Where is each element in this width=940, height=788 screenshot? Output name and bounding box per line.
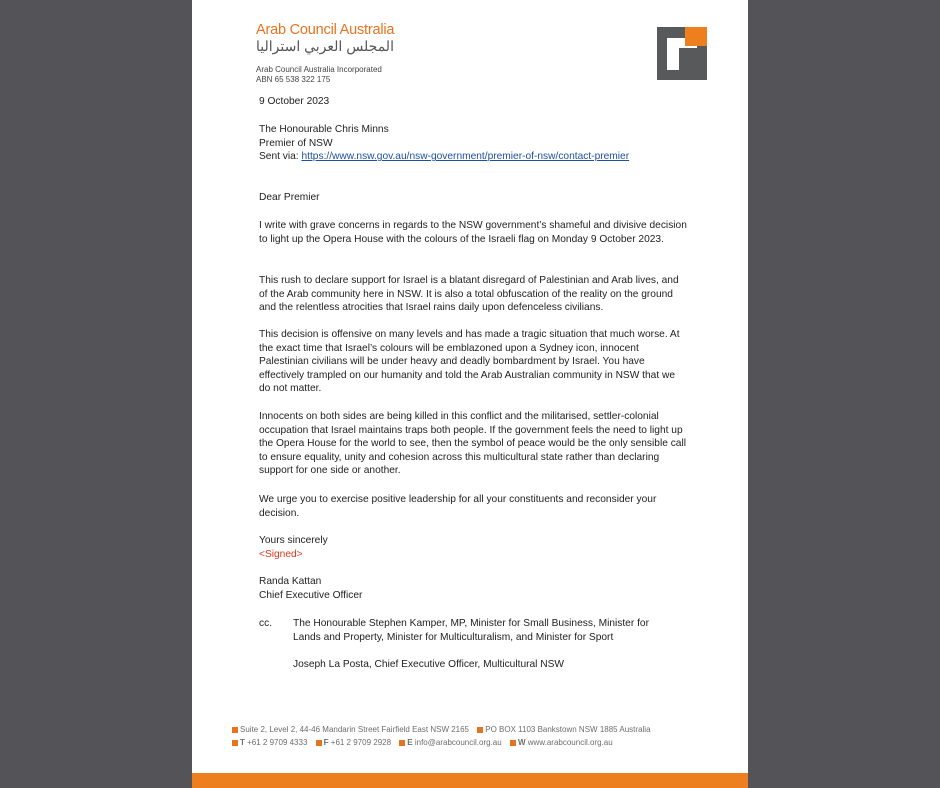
email-label: E	[407, 738, 413, 747]
footer-accent-bar	[192, 773, 748, 788]
footer-bullet-icon	[316, 740, 322, 746]
org-abn: ABN 65 538 322 175	[256, 75, 331, 84]
org-incorporated-name: Arab Council Australia Incorporated	[256, 65, 382, 74]
sent-via-line	[259, 150, 719, 164]
sent-via-label: Sent via:	[259, 151, 302, 163]
letter-date: 9 October 2023	[259, 96, 330, 107]
recipient-name: The Honourable Chris Minns	[259, 124, 389, 135]
footer-po-box: PO BOX 1103 Bankstown NSW 1885 Australia	[485, 725, 651, 734]
footer-line-2	[232, 738, 613, 747]
paragraph-5: We urge you to exercise positive leadership for all your constituents and reconsider your decision.	[259, 494, 657, 519]
closing-text: Yours sincerely	[259, 535, 328, 546]
web-label: W	[517, 738, 526, 747]
phone-label: T	[240, 738, 245, 747]
closing-block	[259, 534, 328, 561]
paragraph-2: This rush to declare support for Israel is a blatant disregard of Palestinian and Arab lives, and of the Arab community here in NSW. It is also a total obfuscation of the reality on the ground and the relentless atrocities that Israel rains daily upon defenceless civilians.	[259, 275, 679, 314]
paragraph-4: Innocents on both sides are being killed in this conflict and the militarised, settler-colonial occupation that Israel maintains traps both people. If the government feels the need to light up the Opera House for the world to see, then the symbol of peace would be the only sensible call to ensure equality, unity and cohesion across this multicultural state rather than declaring support for one side or another.	[259, 411, 686, 477]
footer-fax: +61 2 9709 2928	[330, 738, 392, 747]
footer-web[interactable]: www.arabcouncil.org.au	[527, 738, 613, 747]
org-registration	[256, 65, 382, 85]
signer-name: Randa Kattan	[259, 576, 322, 587]
cc-entry-2: Joseph La Posta, Chief Executive Officer, Multicultural NSW	[293, 659, 565, 670]
footer-bullet-icon	[232, 727, 238, 733]
ac-square-logo-icon	[657, 27, 707, 80]
cc-entry-1: The Honourable Stephen Kamper, MP, Minister for Small Business, Minister for Lands and Property, Minister for Multiculturalism, and Minister for Sport	[293, 618, 649, 643]
footer-phone: +61 2 9709 4333	[247, 738, 308, 747]
paragraph-3: This decision is offensive on many levels and has made a tragic situation that much worse. At the exact time that Israel’s colours will be emblazoned upon a Sydney icon, innocent Palestinian civilians will be under heavy and deadly bombardment by Israel. You have effectively trampled on our humanity and told the Arab Australian community in NSW that we do not matter.	[259, 329, 680, 395]
org-name-arabic: المجلس العربي استراليا	[256, 38, 394, 54]
footer-bullet-icon	[399, 740, 405, 746]
cc-label: cc.	[259, 618, 273, 629]
footer-email[interactable]: info@arabcouncil.org.au	[414, 738, 502, 747]
signed-marker: <Signed>	[259, 548, 303, 560]
signer-block	[259, 575, 362, 602]
footer-bullet-icon	[510, 740, 516, 746]
fax-label: F	[323, 738, 329, 747]
footer-bullet-icon	[232, 740, 238, 746]
footer-line-1	[232, 725, 651, 734]
footer-bullet-icon	[477, 727, 483, 733]
paragraph-1: I write with grave concerns in regards to the NSW government’s shameful and divisive decision to light up the Opera House with the colours of the Israeli flag on Monday 9 October 2023.	[259, 220, 687, 245]
recipient-title: Premier of NSW	[259, 137, 333, 149]
recipient-block	[259, 123, 719, 164]
signer-title: Chief Executive Officer	[259, 589, 363, 601]
contact-premier-link[interactable]: https://www.nsw.gov.au/nsw-government/premier-of-nsw/contact-premier	[301, 151, 630, 163]
letter-page	[192, 0, 748, 788]
footer-address: Suite 2, Level 2, 44-46 Mandarin Street Fairfield East NSW 2165	[240, 725, 470, 734]
org-name-english: Arab Council Australia	[256, 22, 395, 38]
salutation: Dear Premier	[259, 192, 320, 203]
